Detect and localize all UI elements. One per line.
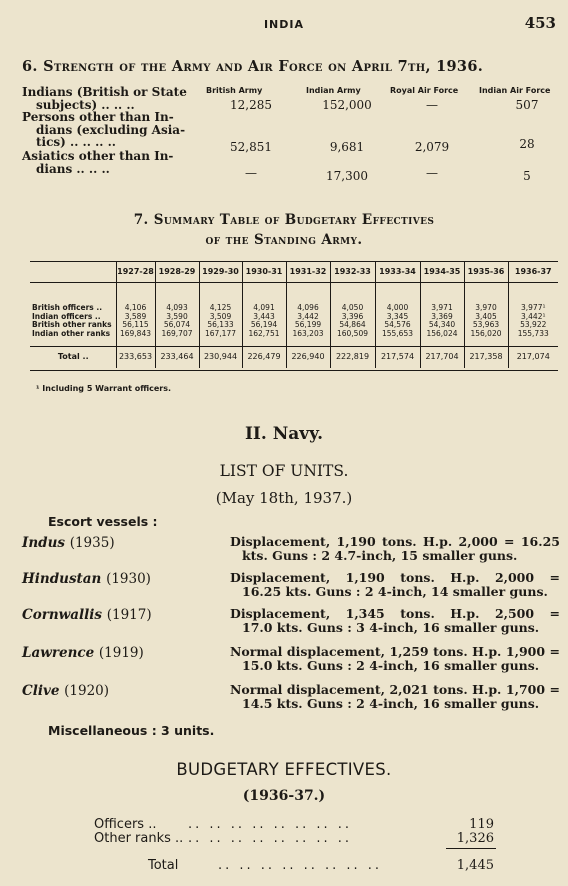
ship-name-block <box>22 607 152 623</box>
s6-col-raf: Royal Air Force <box>390 86 459 95</box>
total-cell: 230,944 <box>199 346 242 368</box>
spacer-cell <box>30 282 116 304</box>
table-cell: 3,405 <box>464 313 508 322</box>
s6-value: 52,851 <box>230 140 272 154</box>
spacer-cell <box>242 338 286 346</box>
table-cell: 4,096 <box>286 304 330 313</box>
s6-value: 2,079 <box>414 140 450 154</box>
ship-name-block <box>22 571 151 587</box>
table-cell: 56,194 <box>242 321 286 330</box>
spacer-cell <box>508 282 558 304</box>
table-cell: 54,340 <box>420 321 464 330</box>
page-number: 453 <box>524 14 556 32</box>
ship-year: (1919) <box>98 645 144 661</box>
ship-description <box>230 607 560 635</box>
total-rule <box>446 848 496 849</box>
spacer-cell <box>464 282 508 304</box>
total-cell: 233,464 <box>155 346 199 368</box>
spacer-cell <box>199 338 242 346</box>
table-year-header: 1933-34 <box>375 262 420 282</box>
s6-label-line: tics) .. .. .. .. <box>36 135 116 149</box>
s6-value: — <box>426 98 438 112</box>
table-year-header: 1927-28 <box>116 262 155 282</box>
ship-desc-line1: Displacement, 1,345 tons. H.p. 2,500 = <box>230 606 560 621</box>
spacer-cell <box>116 282 155 304</box>
spacer-cell <box>116 338 155 346</box>
ship-desc-line2: 17.0 kts. Guns : 3 4-inch, 16 smaller guns. <box>242 620 540 635</box>
spacer-cell <box>508 338 558 346</box>
s6-label-line: Persons other than In- <box>22 110 174 124</box>
total-cell: 217,704 <box>420 346 464 368</box>
table-spacer-row <box>30 338 558 346</box>
ship-desc-line1: Normal displacement, 2,021 tons. H.p. 1,700 = <box>230 682 560 697</box>
table-cell: 155,653 <box>375 330 420 339</box>
s6-col-british-army: British Army <box>206 86 263 95</box>
table-header-row <box>30 262 558 282</box>
budget-row-other-ranks <box>0 831 568 847</box>
total-cell: 226,479 <box>242 346 286 368</box>
spacer-cell <box>464 338 508 346</box>
table-cell: 3,977¹ <box>508 304 558 313</box>
ship-name: Hindustan <box>22 571 102 587</box>
s6-value: 507 <box>515 98 539 112</box>
spacer-cell <box>286 282 330 304</box>
table-year-header: 1932-33 <box>330 262 375 282</box>
ship-desc-line1: Displacement, 1,190 tons. H.p. 2,000 = <box>230 570 560 585</box>
ship-year: (1917) <box>106 607 152 623</box>
table-year-header: 1935-36 <box>464 262 508 282</box>
ship-desc-line2: 15.0 kts. Guns : 2 4-inch, 16 smaller guns. <box>242 658 540 673</box>
table-cell: 54,576 <box>375 321 420 330</box>
s6-label-line: Asiatics other than In- <box>22 149 174 163</box>
table-cell: 4,091 <box>242 304 286 313</box>
budget-total-value: 1,445 <box>456 858 494 873</box>
ship-name-block <box>22 645 144 661</box>
table-cell: 56,115 <box>116 321 155 330</box>
ship-name: Indus <box>22 535 65 551</box>
budget-value: 119 <box>469 817 494 832</box>
table-cell: 169,707 <box>155 330 199 339</box>
table-cell: 54,864 <box>330 321 375 330</box>
s6-value: — <box>245 166 257 180</box>
navy-heading: II. Navy. <box>244 424 324 444</box>
ship-year: (1930) <box>106 571 151 587</box>
table-footnote: ¹ Including 5 Warrant officers. <box>36 384 172 393</box>
escort-vessels-label: Escort vessels : <box>48 514 158 529</box>
section6-title: 6. Strength of the Army and Air Force on April 7th, 1936. <box>22 58 484 75</box>
total-cell: 222,819 <box>330 346 375 368</box>
ship-desc-line2: kts. Guns : 2 4.7-inch, 15 smaller guns. <box>242 548 518 563</box>
table-cell: 56,199 <box>286 321 330 330</box>
ship-description <box>230 535 560 563</box>
budgetary-effectives-year: (1936-37.) <box>242 788 326 804</box>
table-cell: 3,970 <box>464 304 508 313</box>
list-of-units-heading: LIST OF UNITS. <box>219 462 349 480</box>
ship-description <box>230 645 560 673</box>
total-cell: 226,940 <box>286 346 330 368</box>
table-cell: 3,396 <box>330 313 375 322</box>
table-cell: 3,442 <box>286 313 330 322</box>
s6-value: 17,300 <box>326 169 368 183</box>
ship-name-block <box>22 683 109 699</box>
table-cell: 167,177 <box>199 330 242 339</box>
s6-value: 28 <box>519 137 535 151</box>
budget-dots: .. .. .. .. .. .. .. .. <box>218 858 383 873</box>
table-cell: 3,590 <box>155 313 199 322</box>
section7-title-line2: of the Standing Army. <box>205 232 363 248</box>
table-cell: 56,074 <box>155 321 199 330</box>
spacer-cell <box>242 282 286 304</box>
budget-label: Other ranks .. <box>94 831 184 846</box>
table-year-header: 1928-29 <box>155 262 199 282</box>
summary-table <box>30 261 558 371</box>
table-cell: 162,751 <box>242 330 286 339</box>
s6-row-label <box>22 111 202 149</box>
total-cell: 217,358 <box>464 346 508 368</box>
table-cell: 3,509 <box>199 313 242 322</box>
miscellaneous-units: Miscellaneous : 3 units. <box>48 723 215 738</box>
budget-row-total <box>0 858 568 874</box>
ship-name-block <box>22 535 115 551</box>
table-cell: 169,843 <box>116 330 155 339</box>
running-head <box>0 14 568 34</box>
s6-col-iaf: Indian Air Force <box>479 86 551 95</box>
s6-label-line: dians (excluding Asia- <box>36 122 186 137</box>
table-year-header: 1929-30 <box>199 262 242 282</box>
table-cell: 156,020 <box>464 330 508 339</box>
spacer-cell <box>30 338 116 346</box>
table-cell: 4,050 <box>330 304 375 313</box>
section7-title-line1: 7. Summary Table of Budgetary Effectives <box>133 212 435 228</box>
table-cell: 4,125 <box>199 304 242 313</box>
spacer-cell <box>155 282 199 304</box>
spacer-cell <box>420 338 464 346</box>
total-cell: 217,574 <box>375 346 420 368</box>
s6-value: 5 <box>523 169 531 183</box>
spacer-cell <box>375 282 420 304</box>
budgetary-effectives-heading: BUDGETARY EFFECTIVES. <box>176 760 392 779</box>
table-cell: 3,589 <box>116 313 155 322</box>
s6-value: — <box>426 166 438 180</box>
s6-value: 152,000 <box>322 98 372 112</box>
ship-name: Cornwallis <box>22 607 103 623</box>
spacer-cell <box>375 338 420 346</box>
budget-dots: .. .. .. .. .. .. .. .. <box>188 831 353 846</box>
table-total-row <box>30 346 558 368</box>
table-cell: 56,133 <box>199 321 242 330</box>
table-cell: 3,443 <box>242 313 286 322</box>
list-date: (May 18th, 1937.) <box>215 489 353 507</box>
row-label: Indian officers .. <box>32 311 101 321</box>
table-year-header: 1934-35 <box>420 262 464 282</box>
running-head-title: INDIA <box>263 18 305 31</box>
ship-name: Lawrence <box>22 645 95 661</box>
s6-label-line: Indians (British or State <box>22 85 187 99</box>
table-year-header: 1930-31 <box>242 262 286 282</box>
ship-year: (1920) <box>64 683 110 699</box>
spacer-cell <box>330 338 375 346</box>
table-cell: 3,345 <box>375 313 420 322</box>
row-label: Indian other ranks <box>32 328 111 338</box>
row-label: British officers .. <box>32 303 103 312</box>
table-cell: 53,922 <box>508 321 558 330</box>
s6-row-label <box>22 150 202 175</box>
total-cell: 233,653 <box>116 346 155 368</box>
total-label: Total .. <box>30 346 116 368</box>
spacer-cell <box>420 282 464 304</box>
table-cell: 4,093 <box>155 304 199 313</box>
table-year-header: 1931-32 <box>286 262 330 282</box>
table-cell: 155,733 <box>508 330 558 339</box>
table-corner <box>30 262 116 282</box>
s6-value: 12,285 <box>230 98 272 112</box>
table-cell: 160,509 <box>330 330 375 339</box>
total-cell: 217,074 <box>508 346 558 368</box>
ship-desc-line2: 16.25 kts. Guns : 2 4-inch, 14 smaller guns. <box>242 584 548 599</box>
s6-value: 9,681 <box>329 140 365 154</box>
ship-desc-line1: Normal displacement, 1,259 tons. H.p. 1,900 = <box>230 644 560 659</box>
budget-dots: .. .. .. .. .. .. .. .. <box>188 817 353 832</box>
table-spacer-row <box>30 282 558 304</box>
table-cell: 4,106 <box>116 304 155 313</box>
table-cell: 3,369 <box>420 313 464 322</box>
spacer-cell <box>286 338 330 346</box>
budget-total-label: Total <box>148 858 179 873</box>
s6-col-indian-army: Indian Army <box>306 86 361 95</box>
s6-label-line: dians .. .. .. <box>36 161 110 176</box>
table-cell: 163,203 <box>286 330 330 339</box>
ship-desc-line1: Displacement, 1,190 tons. H.p. 2,000 = 16.25 <box>230 534 560 549</box>
ship-desc-line2: 14.5 kts. Guns : 2 4-inch, 16 smaller guns. <box>242 696 540 711</box>
row-label: British other ranks <box>32 320 112 329</box>
s6-row-label <box>22 86 202 111</box>
section7-title <box>0 210 568 250</box>
table-cell: 53,963 <box>464 321 508 330</box>
spacer-cell <box>155 338 199 346</box>
s6-label-line: subjects) .. .. .. <box>36 97 135 112</box>
table-body <box>30 282 558 346</box>
table-cell: 3,971 <box>420 304 464 313</box>
spacer-cell <box>199 282 242 304</box>
budget-label: Officers .. <box>94 817 157 832</box>
ship-description <box>230 683 560 711</box>
spacer-cell <box>330 282 375 304</box>
table-cell: 4,000 <box>375 304 420 313</box>
table-row <box>30 330 558 339</box>
table-year-header: 1936-37 <box>508 262 558 282</box>
table-cell: 156,024 <box>420 330 464 339</box>
ship-name: Clive <box>22 683 60 699</box>
table-cell: 3,442¹ <box>508 313 558 322</box>
budget-value: 1,326 <box>456 831 494 846</box>
ship-year: (1935) <box>69 535 115 551</box>
ship-description <box>230 571 560 599</box>
